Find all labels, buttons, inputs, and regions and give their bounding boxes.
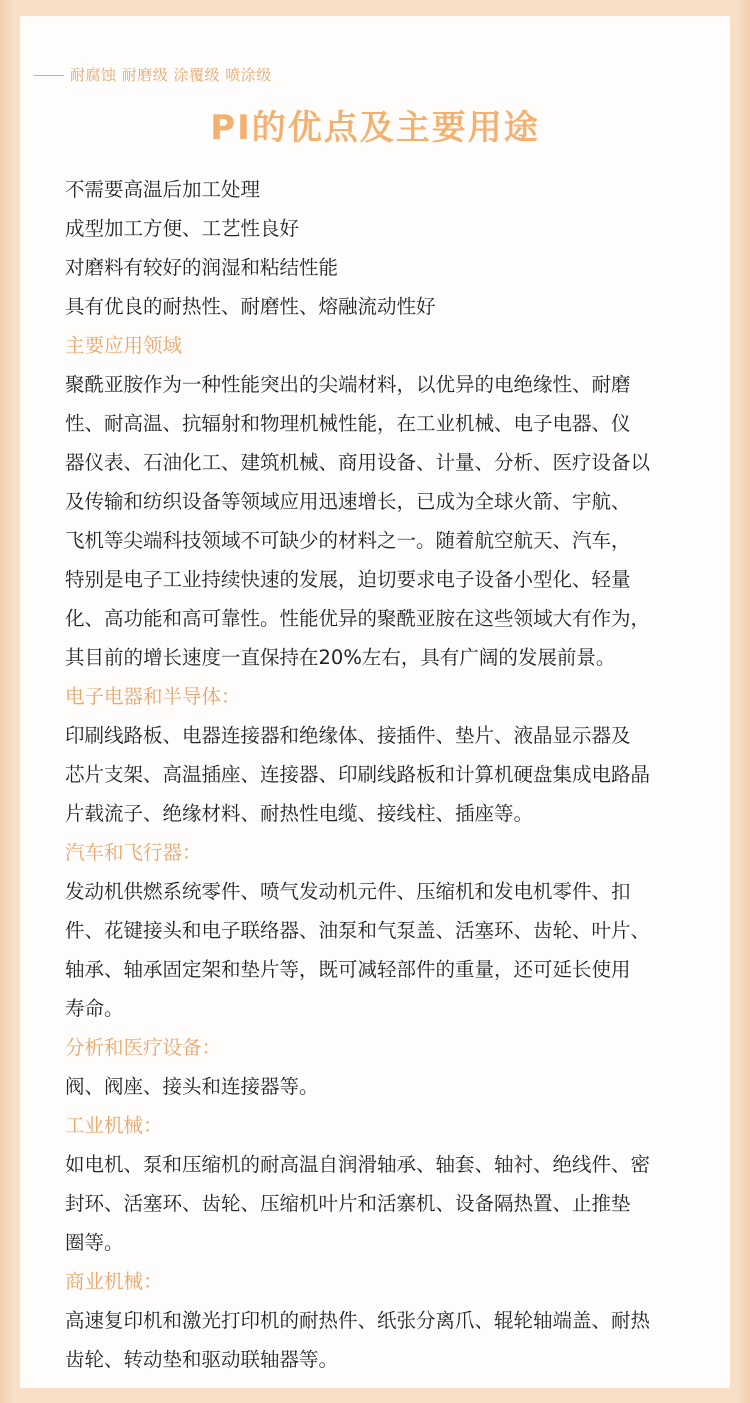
tagline-rule bbox=[34, 75, 64, 76]
paragraph-line: 特别是电子工业持续快速的发展，迫切要求电子设备小型化、轻量 bbox=[65, 568, 631, 591]
section-analytical-medical bbox=[65, 1028, 720, 1106]
section-heading: 分析和医疗设备： bbox=[65, 1036, 222, 1059]
paragraph-line: 寿命。 bbox=[65, 997, 124, 1020]
section-electronics bbox=[65, 677, 720, 833]
section-heading: 汽车和飞行器： bbox=[65, 841, 202, 864]
page-title: PI的优点及主要用途 bbox=[210, 108, 540, 148]
section-industrial-machinery bbox=[65, 1106, 720, 1262]
paragraph-line: 封环、活塞环、齿轮、压缩机叶片和活寨机、设备隔热置、止推垫 bbox=[65, 1192, 631, 1215]
paragraph-line: 齿轮、转动垫和驱动联轴器等。 bbox=[65, 1348, 339, 1371]
section-commercial-machinery bbox=[65, 1262, 720, 1379]
section-heading: 商业机械： bbox=[65, 1270, 163, 1293]
advantage-item: 具有优良的耐热性、耐磨性、熔融流动性好 bbox=[65, 295, 436, 318]
paragraph-line: 芯片支架、高温插座、连接器、印刷线路板和计算机硬盘集成电路晶 bbox=[65, 763, 651, 786]
paragraph-line: 圈等。 bbox=[65, 1231, 124, 1254]
paragraph-line: 及传输和纺织设备等领域应用迅速增长，已成为全球火箭、宇航、 bbox=[65, 490, 631, 513]
paragraph-line: 轴承、轴承固定架和垫片等，既可减轻部件的重量，还可延长使用 bbox=[65, 958, 631, 981]
paragraph-line: 印刷线路板、电器连接器和绝缘体、接插件、垫片、液晶显示器及 bbox=[65, 724, 631, 747]
paragraph-line: 飞机等尖端科技领域不可缺少的材料之一。随着航空航天、汽车， bbox=[65, 529, 631, 552]
article-body bbox=[65, 170, 720, 1379]
section-heading: 电子电器和半导体： bbox=[65, 685, 241, 708]
advantage-item: 不需要高温后加工处理 bbox=[65, 178, 261, 201]
paragraph-line: 件、花键接头和电子联络器、油泵和气泵盖、活塞环、齿轮、叶片、 bbox=[65, 919, 651, 942]
paragraph-line: 聚酰亚胺作为一种性能突出的尖端材料，以优异的电绝缘性、耐磨 bbox=[65, 373, 631, 396]
paragraph-line: 性、耐高温、抗辐射和物理机械性能，在工业机械、电子电器、仪 bbox=[65, 412, 631, 435]
section-automotive-aircraft bbox=[65, 833, 720, 1028]
tagline-text: 耐腐蚀 耐磨级 涂覆级 喷涂级 bbox=[70, 66, 272, 84]
paragraph-line: 高速复印机和激光打印机的耐热件、纸张分离爪、辊轮轴端盖、耐热 bbox=[65, 1309, 651, 1332]
paragraph-line: 发动机供燃系统零件、喷气发动机元件、压缩机和发电机零件、扣 bbox=[65, 880, 631, 903]
advantage-item: 对磨料有较好的润湿和粘结性能 bbox=[65, 256, 339, 279]
section-heading: 工业机械： bbox=[65, 1114, 163, 1137]
section-main-applications bbox=[65, 326, 720, 677]
tagline bbox=[34, 64, 272, 85]
advantage-item: 成型加工方便、工艺性良好 bbox=[65, 217, 300, 240]
advantages-list bbox=[65, 170, 720, 326]
paragraph-line: 如电机、泵和压缩机的耐高温自润滑轴承、轴套、轴衬、绝线件、密 bbox=[65, 1153, 651, 1176]
paragraph-line: 化、高功能和高可靠性。性能优异的聚酰亚胺在这些领域大有作为， bbox=[65, 607, 651, 630]
paragraph-line: 其目前的增长速度一直保持在20%左右，具有广阔的发展前景。 bbox=[65, 646, 616, 669]
paragraph-line: 器仪表、石油化工、建筑机械、商用设备、计量、分析、医疗设备以 bbox=[65, 451, 651, 474]
paragraph-line: 阀、阀座、接头和连接器等。 bbox=[65, 1075, 319, 1098]
paragraph-line: 片载流子、绝缘材料、耐热性电缆、接线柱、插座等。 bbox=[65, 802, 534, 825]
section-heading: 主要应用领域 bbox=[65, 334, 183, 357]
